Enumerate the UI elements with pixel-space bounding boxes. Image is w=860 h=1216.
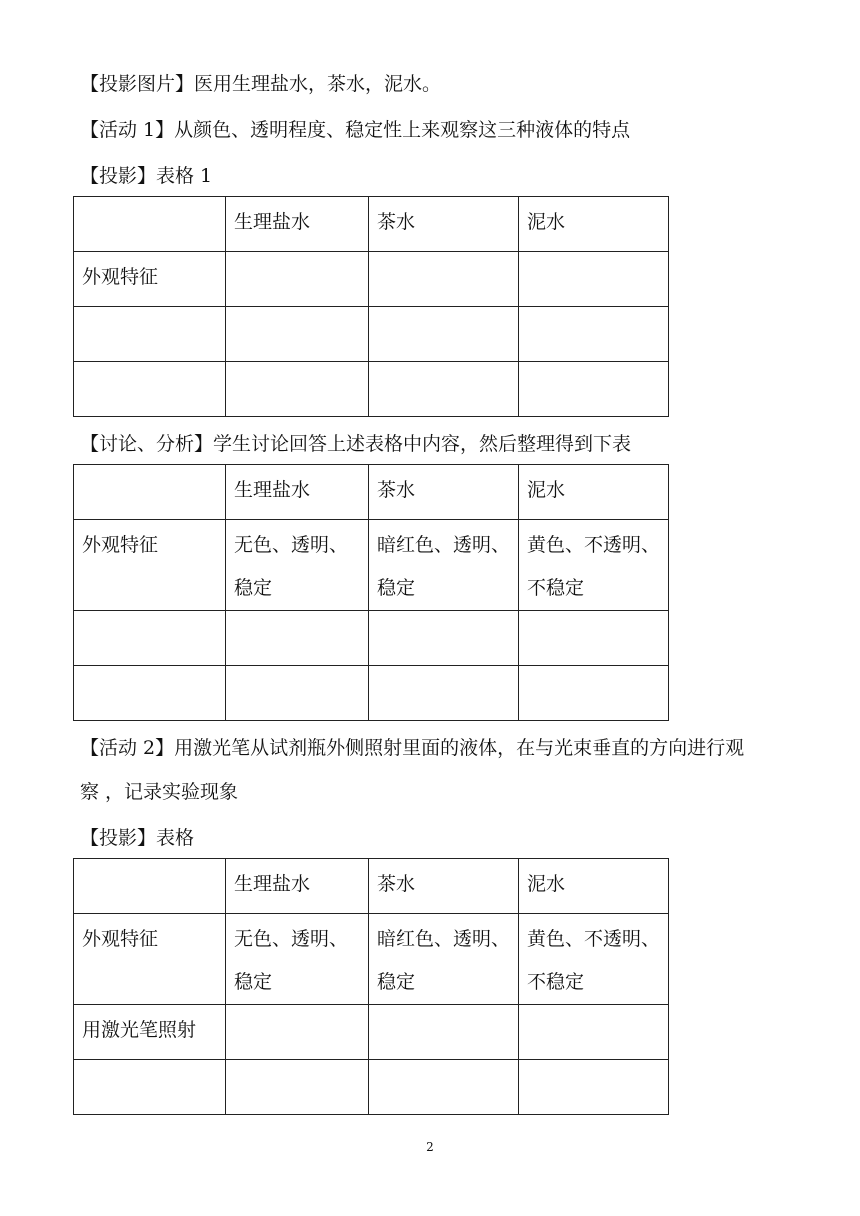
table-cell — [519, 1005, 669, 1060]
table-cell: 黄色、不透明、不稳定 — [519, 520, 669, 611]
table-cell — [74, 666, 226, 721]
table-cell — [369, 362, 519, 417]
table-cell — [519, 611, 669, 666]
table-row — [74, 611, 669, 666]
table-cell — [226, 1060, 369, 1115]
projection-table-1-line: 【投影】表格 1 — [80, 165, 213, 187]
table-row — [74, 1005, 669, 1060]
page-number: 2 — [426, 1140, 434, 1154]
table-cell — [519, 1060, 669, 1115]
table-cell — [519, 307, 669, 362]
header-cell: 生理盐水 — [226, 197, 369, 252]
table-cell — [74, 1060, 226, 1115]
table-cell — [226, 362, 369, 417]
table-header-row — [74, 197, 669, 252]
header-cell — [74, 197, 226, 252]
table-cell — [369, 307, 519, 362]
table-cell — [369, 1005, 519, 1060]
header-cell — [74, 465, 226, 520]
table-cell — [74, 362, 226, 417]
table-cell — [369, 666, 519, 721]
table-cell — [226, 307, 369, 362]
activity-2-line-continued: 察 ，记录实验现象 — [80, 781, 239, 803]
table-cell: 黄色、不透明、不稳定 — [519, 914, 669, 1005]
header-cell — [74, 859, 226, 914]
table-1 — [73, 196, 669, 417]
table-header-row — [74, 859, 669, 914]
table-cell — [519, 666, 669, 721]
table-cell: 暗红色、透明、稳定 — [369, 520, 519, 611]
header-cell: 茶水 — [369, 465, 519, 520]
table-cell: 无色、透明、稳定 — [226, 914, 369, 1005]
table-cell: 外观特征 — [74, 914, 226, 1005]
header-cell: 泥水 — [519, 859, 669, 914]
table-cell: 无色、透明、稳定 — [226, 520, 369, 611]
table-cell — [226, 611, 369, 666]
table-cell — [369, 611, 519, 666]
table-row — [74, 252, 669, 307]
table-3 — [73, 858, 669, 1115]
table-cell: 外观特征 — [74, 520, 226, 611]
table-cell: 用激光笔照射 — [74, 1005, 226, 1060]
table-row — [74, 307, 669, 362]
table-cell — [74, 307, 226, 362]
table-cell — [226, 252, 369, 307]
table-cell — [74, 611, 226, 666]
header-cell: 生理盐水 — [226, 859, 369, 914]
table-cell — [226, 1005, 369, 1060]
table-row — [74, 1060, 669, 1115]
table-cell — [369, 1060, 519, 1115]
table-row — [74, 914, 669, 1005]
header-cell: 泥水 — [519, 197, 669, 252]
header-cell: 泥水 — [519, 465, 669, 520]
table-row — [74, 520, 669, 611]
activity-2-line: 【活动 2】用激光笔从试剂瓶外侧照射里面的液体，在与光束垂直的方向进行观 — [80, 737, 745, 759]
header-cell: 茶水 — [369, 859, 519, 914]
table-header-row — [74, 465, 669, 520]
projection-images-line: 【投影图片】医用生理盐水，茶水，泥水。 — [80, 73, 442, 95]
header-cell: 生理盐水 — [226, 465, 369, 520]
table-cell — [519, 362, 669, 417]
table-cell — [519, 252, 669, 307]
discussion-line: 【讨论、分析】学生讨论回答上述表格中内容，然后整理得到下表 — [80, 433, 632, 455]
table-row — [74, 666, 669, 721]
table-2 — [73, 464, 669, 721]
table-row — [74, 362, 669, 417]
activity-1-line: 【活动 1】从颜色、透明程度、稳定性上来观察这三种液体的特点 — [80, 119, 631, 141]
table-cell — [226, 666, 369, 721]
header-cell: 茶水 — [369, 197, 519, 252]
projection-table-line: 【投影】表格 — [80, 827, 195, 849]
table-cell: 暗红色、透明、稳定 — [369, 914, 519, 1005]
table-cell: 外观特征 — [74, 252, 226, 307]
table-cell — [369, 252, 519, 307]
